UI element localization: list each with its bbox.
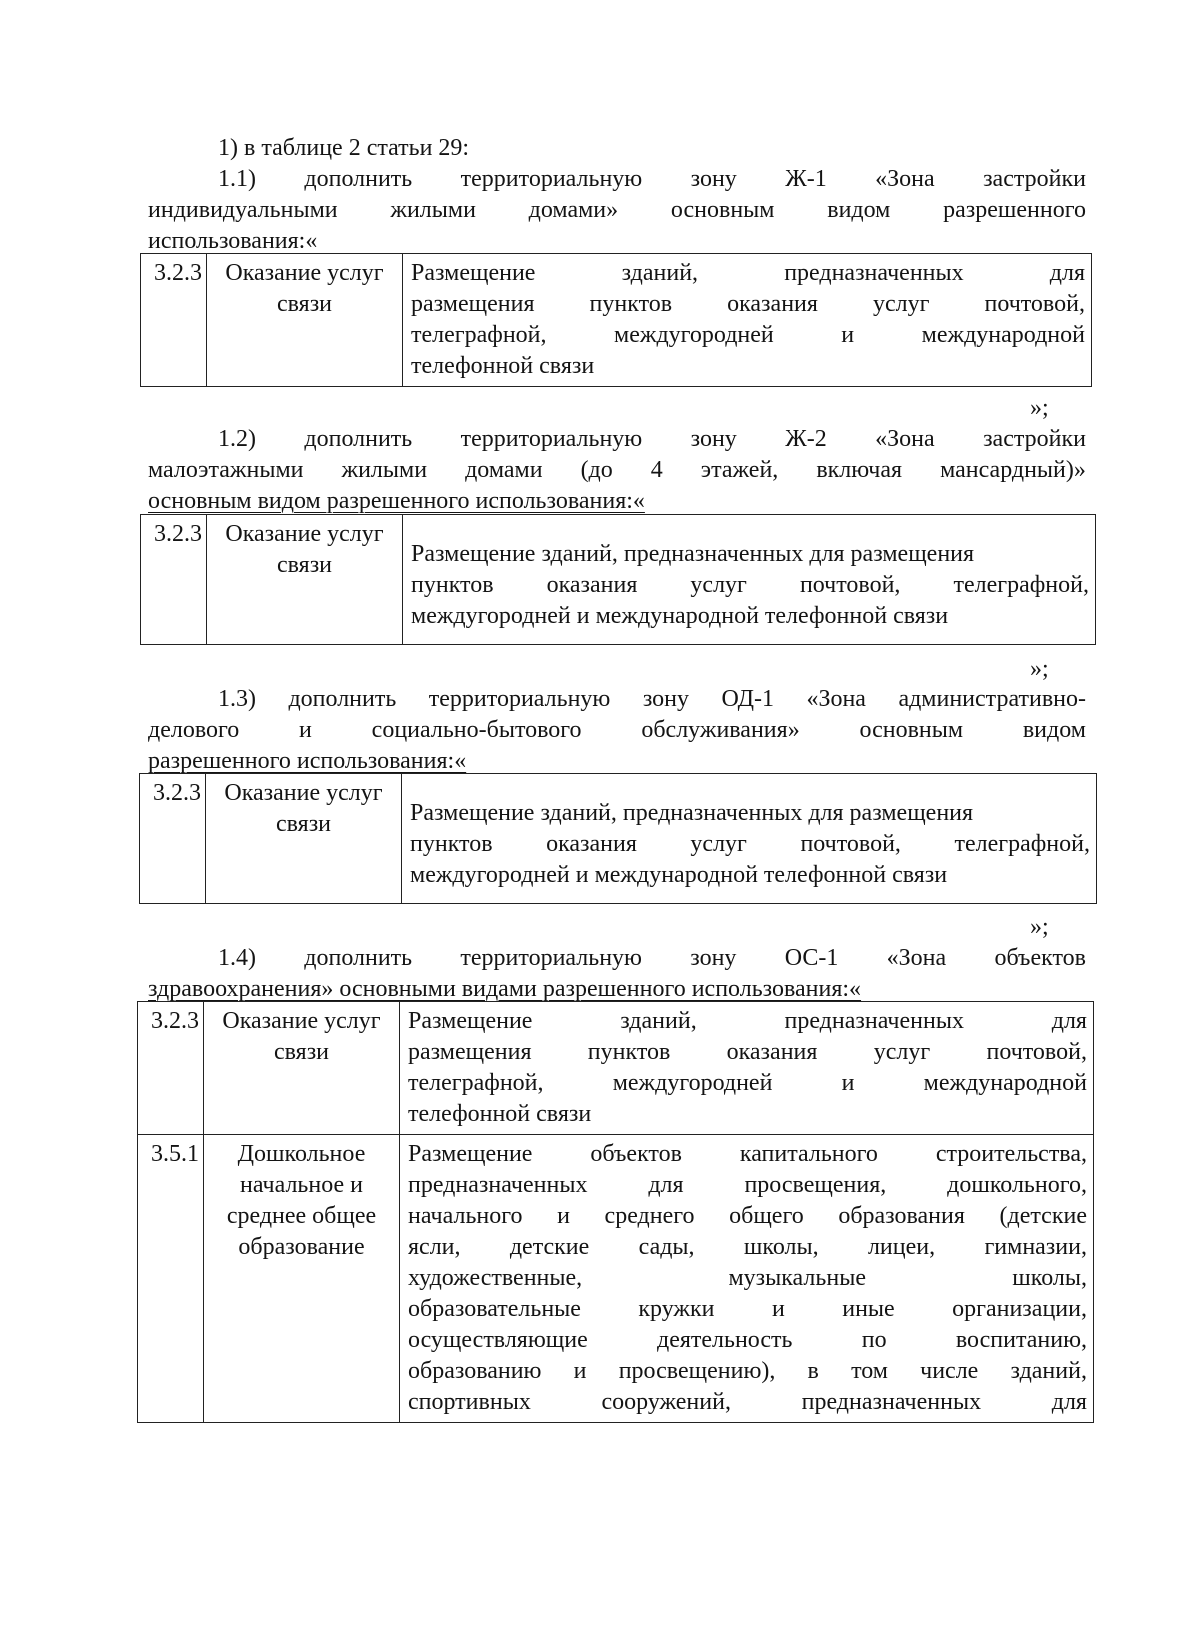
word: услуг <box>873 1039 931 1065</box>
word: по <box>861 1327 887 1353</box>
word: международной <box>923 1070 1087 1096</box>
paragraph-line <box>148 684 1086 715</box>
word: оказания <box>726 1039 818 1065</box>
word: в <box>807 1358 819 1384</box>
word: телефонной связи <box>411 353 595 379</box>
word: сады, <box>638 1234 695 1260</box>
word: Размещение зданий, предназначенных для размещения <box>411 541 975 567</box>
word: 1.1) <box>218 166 256 192</box>
word: образованию <box>408 1358 542 1384</box>
word: оказания <box>546 572 638 598</box>
word: территориальную <box>460 945 642 971</box>
word: просвещению), <box>618 1358 776 1384</box>
word: жилыми <box>341 457 428 483</box>
section-1-3-closing: »; <box>1030 914 1049 940</box>
word: услуг <box>690 572 747 598</box>
word: здравоохранения» основными видами разрешенного использования:« <box>148 976 862 1002</box>
word: междугородней и международной телефонной связи <box>411 603 949 629</box>
word: числе <box>920 1358 979 1384</box>
word: музыкальные <box>728 1265 866 1291</box>
word: «Зона <box>875 166 935 192</box>
word: дополнить <box>304 426 413 452</box>
word: предназначенных <box>408 1172 588 1198</box>
description-line <box>408 1037 1087 1068</box>
word: среднего <box>604 1203 695 1229</box>
word: видом <box>827 197 891 223</box>
use-description-cell <box>402 774 1097 904</box>
use-description-cell <box>400 1135 1094 1423</box>
word: домами» <box>528 197 619 223</box>
word: образовательные <box>408 1296 581 1322</box>
use-name-cell <box>204 1135 400 1423</box>
word: и <box>573 1358 587 1384</box>
word: социально-бытового <box>371 717 582 743</box>
description-line <box>408 1139 1087 1170</box>
word: размещения <box>411 291 535 317</box>
description-line <box>411 351 1085 382</box>
word: Ж-2 <box>785 426 827 452</box>
use-name-line: связи <box>275 811 332 837</box>
word: административно- <box>898 686 1086 712</box>
word: зону <box>642 686 689 712</box>
word: (до <box>580 457 613 483</box>
word: 1.2) <box>218 426 256 452</box>
description-line <box>411 258 1085 289</box>
word: почтовой, <box>984 291 1085 317</box>
paragraph-line <box>148 195 1086 226</box>
word: образования <box>838 1203 965 1229</box>
word: телеграфной, <box>954 831 1090 857</box>
use-description-cell <box>403 515 1096 645</box>
word: организации, <box>952 1296 1087 1322</box>
word: междугородней <box>612 1070 773 1096</box>
word: основным <box>859 717 964 743</box>
paragraph-line <box>148 486 1086 517</box>
word: и <box>841 322 855 348</box>
word: мансардный)» <box>940 457 1086 483</box>
word: телеграфной, <box>408 1070 544 1096</box>
use-code-cell: 3.2.3 <box>141 515 207 645</box>
word: (детские <box>999 1203 1087 1229</box>
word: дополнить <box>288 686 397 712</box>
use-code-cell: 3.2.3 <box>138 1002 204 1135</box>
description-line <box>411 539 1089 570</box>
word: школы, <box>1012 1265 1087 1291</box>
word: «Зона <box>875 426 935 452</box>
word: и <box>771 1296 785 1322</box>
word: и <box>841 1070 855 1096</box>
word: обслуживания» <box>641 717 800 743</box>
word: предназначенных <box>784 1008 964 1034</box>
word: гимназии, <box>984 1234 1087 1260</box>
table-row <box>138 1002 1094 1135</box>
word: и <box>299 717 312 743</box>
word: школы, <box>743 1234 819 1260</box>
word: ясли, <box>408 1234 461 1260</box>
paragraph-line <box>148 164 1086 195</box>
paragraph-line <box>148 424 1086 455</box>
word: индивидуальными <box>148 197 338 223</box>
word: кружки <box>638 1296 715 1322</box>
section-1-1-table <box>140 253 1092 387</box>
section-1-3-text <box>148 684 1086 777</box>
use-name-line: связи <box>273 1039 330 1065</box>
paragraph-line <box>148 943 1086 974</box>
use-description-cell <box>403 254 1092 387</box>
word: художественные, <box>408 1265 583 1291</box>
word: строительства, <box>935 1141 1087 1167</box>
section-1-2-text <box>148 424 1086 517</box>
word: телеграфной, <box>411 322 547 348</box>
use-name-line: Оказание услуг <box>225 260 384 286</box>
use-name-line: среднее общее <box>226 1203 377 1229</box>
section-1-4-table <box>137 1001 1094 1423</box>
word: Размещение <box>408 1008 533 1034</box>
word: объектов <box>994 945 1086 971</box>
description-line <box>408 1006 1087 1037</box>
word: дополнить <box>304 166 413 192</box>
word: использования:« <box>148 228 318 254</box>
word: почтовой, <box>986 1039 1087 1065</box>
word: разрешенного использования:« <box>148 748 467 774</box>
use-name-cell <box>204 1002 400 1135</box>
word: основным <box>670 197 775 223</box>
word: оказания <box>727 291 818 317</box>
paragraph-line <box>148 455 1086 486</box>
word: для <box>648 1172 684 1198</box>
word: ОД-1 <box>721 686 774 712</box>
word: размещения <box>408 1039 532 1065</box>
word: видом <box>1022 717 1086 743</box>
word: объектов <box>590 1141 682 1167</box>
description-line <box>411 320 1085 351</box>
word: территориальную <box>460 166 643 192</box>
section-1-1-closing: »; <box>1030 395 1049 421</box>
word: том <box>851 1358 888 1384</box>
use-name-line: образование <box>238 1234 365 1260</box>
word: Размещение <box>408 1141 533 1167</box>
use-name-cell <box>207 254 403 387</box>
word: основным видом разрешенного использования:« <box>148 488 645 514</box>
word: Размещение <box>411 260 536 286</box>
word: услуг <box>872 291 930 317</box>
word: зданий, <box>620 1008 697 1034</box>
description-line <box>408 1325 1087 1356</box>
word: Ж-1 <box>785 166 827 192</box>
use-name-cell <box>207 515 403 645</box>
word: дошкольного, <box>947 1172 1087 1198</box>
word: разрешенного <box>943 197 1086 223</box>
word: воспитанию, <box>955 1327 1087 1353</box>
word: «Зона <box>806 686 866 712</box>
table-row <box>141 515 1096 645</box>
description-line <box>408 1263 1087 1294</box>
word: лицеи, <box>867 1234 936 1260</box>
word: жилыми <box>390 197 476 223</box>
word: 1.4) <box>218 945 256 971</box>
word: оказания <box>546 831 637 857</box>
use-name-line: связи <box>276 552 333 578</box>
description-line <box>411 570 1089 601</box>
description-line <box>408 1356 1087 1387</box>
table-row <box>138 1135 1094 1423</box>
word: почтовой, <box>799 572 901 598</box>
use-code-cell: 3.5.1 <box>138 1135 204 1423</box>
word: просвещения, <box>744 1172 887 1198</box>
description-line <box>411 289 1085 320</box>
word: общего <box>729 1203 804 1229</box>
section-1-2-closing: »; <box>1030 656 1049 682</box>
intro-text: 1) в таблице 2 статьи 29: <box>218 135 470 161</box>
use-name-line: Оказание услуг <box>222 1008 381 1034</box>
word: телеграфной, <box>953 572 1089 598</box>
word: Размещение зданий, предназначенных для размещения <box>410 800 974 826</box>
word: пунктов <box>587 1039 671 1065</box>
word: застройки <box>983 426 1086 452</box>
description-line <box>410 798 1090 829</box>
use-name-line: Оказание услуг <box>224 780 383 806</box>
description-line <box>410 860 1090 891</box>
description-line <box>410 829 1090 860</box>
word: делового <box>148 717 240 743</box>
word: домами <box>465 457 543 483</box>
use-name-cell <box>206 774 402 904</box>
word: сооружений, <box>601 1389 731 1415</box>
word: почтовой, <box>800 831 901 857</box>
word: капитального <box>739 1141 878 1167</box>
use-name-line: связи <box>276 291 333 317</box>
section-1-3-table <box>139 773 1097 904</box>
word: пунктов <box>410 831 493 857</box>
word: осуществляющие <box>408 1327 588 1353</box>
word: пунктов <box>589 291 673 317</box>
use-name-line: Оказание услуг <box>225 521 384 547</box>
description-line <box>408 1201 1087 1232</box>
description-line <box>408 1068 1087 1099</box>
word: междугородней <box>614 322 774 348</box>
word: международной <box>921 322 1085 348</box>
word: этажей, <box>700 457 779 483</box>
use-code-cell: 3.2.3 <box>141 254 207 387</box>
section-1-4-text <box>148 943 1086 1005</box>
word: предназначенных <box>784 260 964 286</box>
word: пунктов <box>411 572 494 598</box>
word: зону <box>690 426 737 452</box>
word: спортивных <box>408 1389 531 1415</box>
word: услуг <box>690 831 747 857</box>
word: междугородней и международной телефонной связи <box>410 862 948 888</box>
word: деятельность <box>657 1327 793 1353</box>
word: территориальную <box>460 426 643 452</box>
description-line <box>408 1387 1087 1418</box>
word: дополнить <box>304 945 413 971</box>
word: застройки <box>983 166 1086 192</box>
use-description-cell <box>400 1002 1094 1135</box>
word: зону <box>690 166 737 192</box>
word: 4 <box>650 457 663 483</box>
use-code-cell: 3.2.3 <box>140 774 206 904</box>
use-name-line: начальное и <box>239 1172 364 1198</box>
word: телефонной связи <box>408 1101 592 1127</box>
word: зону <box>690 945 737 971</box>
description-line <box>411 601 1089 632</box>
intro-line <box>148 133 1086 164</box>
word: включая <box>816 457 903 483</box>
use-name-line: Дошкольное <box>237 1141 366 1167</box>
word: детские <box>509 1234 590 1260</box>
word: ОС-1 <box>784 945 839 971</box>
word: иные <box>842 1296 895 1322</box>
word: зданий, <box>621 260 699 286</box>
word: для <box>1051 1389 1087 1415</box>
description-line <box>408 1099 1087 1130</box>
table-row <box>140 774 1097 904</box>
word: и <box>557 1203 570 1229</box>
word: начального <box>408 1203 523 1229</box>
section-1-1-text <box>148 164 1086 257</box>
description-line <box>408 1170 1087 1201</box>
word: для <box>1051 1008 1087 1034</box>
word: зданий, <box>1010 1358 1087 1384</box>
word: «Зона <box>886 945 947 971</box>
word: предназначенных <box>801 1389 982 1415</box>
word: малоэтажными <box>148 457 304 483</box>
paragraph-line <box>148 715 1086 746</box>
word: территориальную <box>428 686 611 712</box>
section-1-2-table <box>140 514 1096 645</box>
table-row <box>141 254 1092 387</box>
description-line <box>408 1294 1087 1325</box>
word: 1.3) <box>218 686 256 712</box>
description-line <box>408 1232 1087 1263</box>
word: для <box>1049 260 1085 286</box>
